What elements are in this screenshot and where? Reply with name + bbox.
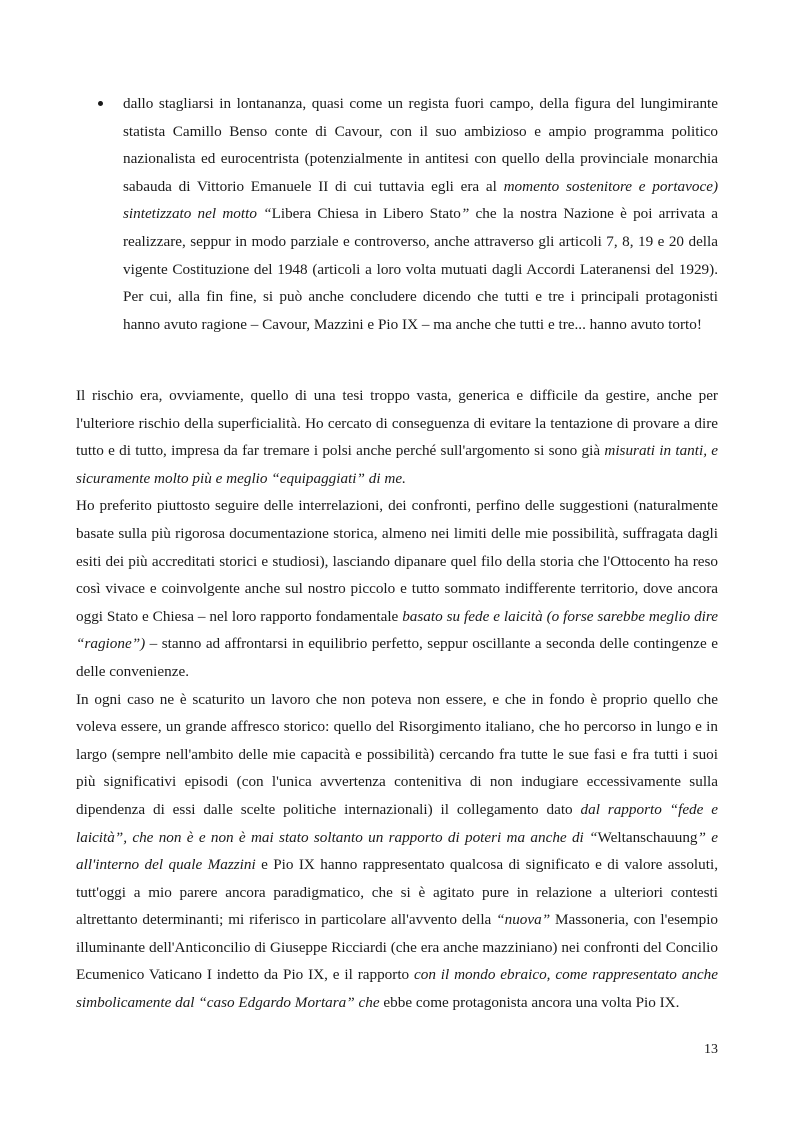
paragraph-1: Il rischio era, ovviamente, quello di una tesi troppo vasta, generica e difficile da gestire, anche per l'ulteriore rischio della superficialità. Ho cercato di conseguenza di evitare la tentazione di provare a dire tutto e di tutto, impresa da far tremare i polsi anche perché sull'argomento si sono già misurati in tanti, e sicuramente molto più e meglio “equipaggiati” di me. bbox=[76, 387, 718, 487]
body-text bbox=[76, 382, 718, 1017]
paragraph-3: In ogni caso ne è scaturito un lavoro che non poteva non essere, e che in fondo è proprio quello che voleva essere, un grande affresco storico: quello del Risorgimento italiano, che ho percorso in lungo e in largo (sempre nell'ambito delle mie capacità e possibilità) cercando fra tutte le sue fasi e fra tutti i suoi più significativi episodi (con l'unica avvertenza contenitiva di non indugiare eccessivamente sulla dipendenza di essi dalle scelte politiche internazionali) il collegamento dato dal rapporto “fede e laicità”, che non è e non è mai stato soltanto un rapporto di poteri ma anche di “Weltanschauung” e all'interno del quale Mazzini e Pio IX hanno rappresentato qualcosa di significato e di valore assoluti, tutt'oggi a mio parere ancora paradigmatico, che si è agitato pure in relazione a ulteriori contesti altrettanto determinanti; mi riferisco in particolare all'avvento della “nuova” Massoneria, con l'esempio illuminante dell'Anticoncilio di Giuseppe Ricciardi (che era anche mazziniano) nei confronti del Concilio Ecumenico Vaticano I indetto da Pio IX, e il rapporto con il mondo ebraico, come rappresentato anche simbolicamente dal “caso Edgardo Mortara” che ebbe come protagonista ancora una volta Pio IX. bbox=[76, 690, 719, 1012]
bullet-paragraph: dallo stagliarsi in lontananza, quasi come un regista fuori campo, della figura del lungimirante statista Camillo Benso conte di Cavour, con il suo ambizioso e ampio programma politico nazionalista ed eurocentrista (potenzialmente in antitesi con quello della provinciale monarchia sabauda di Vittorio Emanuele II di cui tuttavia egli era al momento sostenitore e portavoce) sintetizzato nel motto “Libera Chiesa in Libero Stato” che la nostra Nazione è poi arrivata a realizzare, seppur in modo parziale e controverso, anche attraverso gli articoli 7, 8, 19 e 20 della vigente Costituzione del 1948 (articoli a loro volta mutuati dagli Accordi Lateranensi del 1929). Per cui, alla fin fine, si può anche concludere dicendo che tutti e tre i principali protagonisti hanno avuto ragione – Cavour, Mazzini e Pio IX – ma anche che tutti e tre... hanno avuto torto! bbox=[123, 95, 719, 333]
bullet-point-icon bbox=[98, 101, 103, 106]
paragraph-2: Ho preferito piuttosto seguire delle interrelazioni, dei confronti, perfino delle suggestioni (naturalmente basate sulla più rigorosa documentazione storica, almeno nei limiti delle mie possibilità, suffragata dagli esiti dei più accreditati storici e studiosi), lasciando dipanare quel filo della storia che l'Ottocento ha reso così vivace e coinvolgente anche sul nostro piccolo e tutto sommato indifferente territorio, dove ancora oggi Stato e Chiesa – nel loro rapporto fondamentale basato su fede e laicità (o forse sarebbe meglio dire “ragione”) – stanno ad affrontarsi in equilibrio perfetto, seppur oscillante a seconda delle contingenze e delle convenienze. bbox=[76, 497, 718, 680]
bullet-list-item bbox=[123, 90, 718, 338]
page-number: 13 bbox=[704, 1042, 718, 1057]
